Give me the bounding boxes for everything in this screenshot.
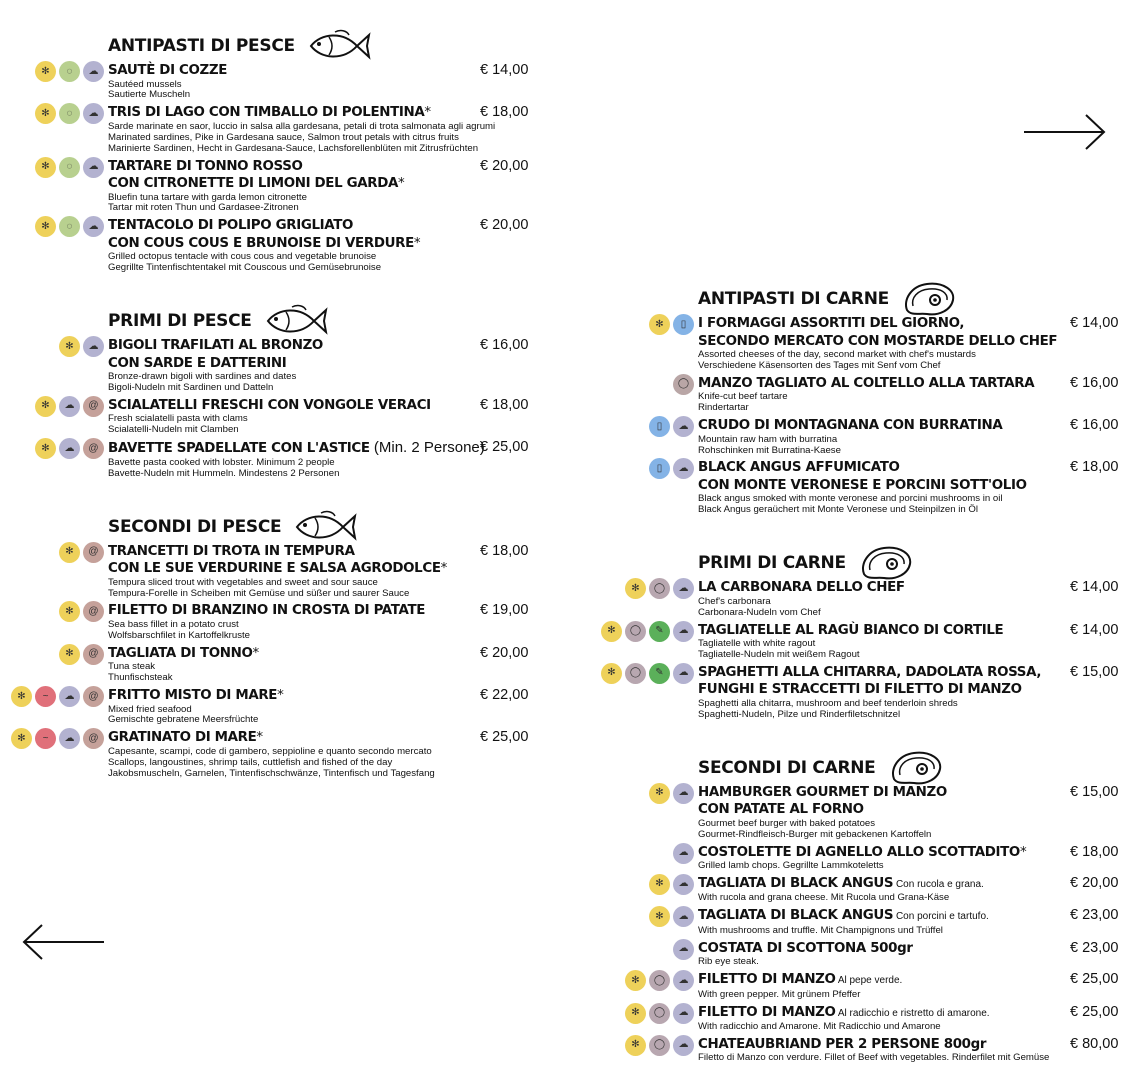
dish-title: TAGLIATA DI BLACK ANGUS: [698, 908, 894, 924]
dish-description: Tagliatelle with white ragout Tagliatelle-Nudeln mit weißem Ragout: [698, 638, 860, 660]
dish-description: Bronze-drawn bigoli with sardines and dates Bigoli-Nudeln mit Sardinen und Datteln: [108, 371, 297, 394]
lactose-icon: ◌: [59, 157, 80, 178]
cloud-icon: ☁: [83, 103, 104, 124]
section-title: ANTIPASTI DI PESCE: [108, 36, 295, 56]
wheat-icon: ✻: [649, 783, 670, 804]
cloud-icon: ☁: [673, 843, 694, 864]
menu-item: [678, 843, 1128, 872]
dish-price: € 25,00: [1070, 971, 1119, 988]
cloud-icon: ☁: [673, 874, 694, 895]
allergen-icons: [649, 458, 694, 479]
dish-name: [698, 622, 1128, 640]
wheat-icon: ✻: [649, 874, 670, 895]
section-title: ANTIPASTI DI CARNE: [698, 289, 889, 309]
dish-name: [698, 375, 1128, 393]
dish-description: Spaghetti alla chitarra, mushroom and beef tenderloin shreds Spaghetti-Nudeln, Pilze und Rinderfiletschnitzel: [698, 697, 958, 720]
dish-name: [108, 645, 538, 663]
allergen-icons: [11, 686, 104, 707]
menu-item: [678, 939, 1128, 968]
wheat-icon: ✻: [11, 686, 32, 707]
dish-price: € 20,00: [480, 217, 529, 234]
snail-icon: @: [83, 396, 104, 417]
milk-bottle-icon: ▯: [673, 314, 694, 335]
allergen-icons: [625, 1003, 694, 1024]
dish-description: Fresh scialatelli pasta with clams Scialatelli-Nudeln mit Clamben: [108, 413, 248, 436]
allergen-icons: [35, 157, 104, 178]
lactose-icon: ◌: [59, 103, 80, 124]
dish-title: COSTATA DI SCOTTONA 500gr: [698, 940, 913, 956]
menu-item: [41, 104, 538, 154]
dish-description: Tempura sliced trout with vegetables and sweet and sour sauce Tempura-Forelle in Scheiben mit Gemüse und süßer und saurer Sauce: [108, 576, 410, 599]
section-header: [108, 277, 538, 337]
allergen-icons: [35, 216, 104, 237]
menu-item: [677, 374, 1128, 414]
dish-name: [698, 1036, 1128, 1054]
dish-title: BIGOLI TRAFILATI AL BRONZO CON SARDE E DATTERINI: [108, 338, 323, 371]
asterisk: *: [256, 730, 263, 746]
snail-icon: @: [83, 542, 104, 563]
allergen-icons: [649, 874, 694, 895]
wheat-icon: ✻: [625, 578, 646, 599]
allergen-icons: [649, 783, 694, 804]
menu-item: [65, 542, 538, 600]
dish-description: Chef's carbonara Carbonara-Nudeln vom Chef: [698, 595, 821, 618]
dish-title: BAVETTE SPADELLATE CON L'ASTICE: [108, 441, 370, 457]
dish-price: € 15,00: [1070, 783, 1119, 800]
milk-bottle-icon: ▯: [649, 416, 670, 437]
allergen-icons: [35, 396, 104, 417]
dish-description: Sautéed mussels Sautierte Muscheln: [108, 78, 191, 101]
menu-item: [631, 1035, 1128, 1064]
shrimp-icon: ~: [35, 686, 56, 707]
wheat-icon: ✻: [35, 216, 56, 237]
snail-icon: @: [83, 438, 104, 459]
menu-item: [65, 644, 538, 684]
asterisk: *: [440, 561, 447, 577]
menu-item: [41, 62, 538, 101]
allergen-icons: [59, 644, 104, 665]
dish-description: Sea bass fillet in a potato crust Wolfsbarschfilet in Kartoffelkruste: [108, 618, 251, 641]
dish-price: € 23,00: [1070, 939, 1119, 956]
wheat-icon: ✻: [11, 728, 32, 749]
dish-description: Knife-cut beef tartare Rindertartar: [698, 391, 788, 414]
dish-name: [108, 687, 538, 705]
dish-title: HAMBURGER GOURMET DI MANZO CON PATATE AL FORNO: [698, 784, 947, 818]
dish-title: SCIALATELLI FRESCHI CON VONGOLE VERACI: [108, 397, 431, 413]
allergen-icons: [649, 416, 694, 437]
celery-icon: ✎: [649, 663, 670, 684]
dish-description: Grilled lamb chops. Gegrillte Lammkoteletts: [698, 860, 884, 871]
asterisk: *: [277, 688, 284, 704]
lactose-icon: ◌: [59, 61, 80, 82]
menu-item: [65, 337, 538, 394]
section-header: [108, 2, 538, 62]
cloud-icon: ☁: [83, 216, 104, 237]
dish-name: [698, 784, 1128, 819]
dish-title: FILETTO DI MANZO: [698, 1004, 836, 1020]
wheat-icon: ✻: [601, 663, 622, 684]
dish-description: Black angus smoked with monte veronese and porcini mushrooms in oil Black Angus geraüchert mit Monte Veronese und Steinpilzen in Öl: [698, 493, 1003, 516]
allergen-icons: [673, 843, 694, 864]
dish-title: CHATEAUBRIAND PER 2 PERSONE 800gr: [698, 1036, 987, 1052]
dish-description: Rib eye steak.: [698, 956, 759, 968]
egg-icon: ◯: [649, 578, 670, 599]
dish-name: [108, 158, 538, 193]
menu-item: [65, 602, 538, 641]
dish-note: Al pepe verde.: [835, 975, 903, 987]
cloud-icon: ☁: [673, 970, 694, 991]
cloud-icon: ☁: [673, 1003, 694, 1024]
allergen-icons: [59, 336, 104, 357]
menu-item: [655, 907, 1128, 936]
egg-icon: ◯: [649, 1003, 670, 1024]
dish-price: € 14,00: [480, 62, 529, 78]
menu-column-meat: [607, 255, 1128, 1067]
cloud-icon: ☁: [673, 939, 694, 960]
dish-price: € 22,00: [480, 687, 529, 704]
dish-description: With mushrooms and truffle. Mit Champignons und Trüffel: [698, 924, 943, 936]
dish-description: Bluefin tuna tartare with garda lemon citronette Tartar mit roten Thun und Gardasee-Zitronen: [108, 191, 307, 214]
wheat-icon: ✻: [625, 1003, 646, 1024]
dish-title: TRIS DI LAGO CON TIMBALLO DI POLENTINA: [108, 105, 425, 121]
dish-title: FRITTO MISTO DI MARE: [108, 688, 278, 704]
allergen-icons: [673, 939, 694, 960]
dish-note: (Min. 2 Persone): [369, 439, 485, 457]
cloud-icon: ☁: [673, 1035, 694, 1056]
wheat-icon: ✻: [35, 157, 56, 178]
allergen-icons: [601, 621, 694, 642]
egg-icon: ◯: [625, 621, 646, 642]
dish-price: € 14,00: [1070, 579, 1119, 596]
dish-price: € 18,00: [1070, 459, 1119, 476]
dish-name: [108, 397, 538, 415]
dish-note: Con rucola e grana.: [893, 878, 984, 890]
dish-name: [108, 62, 538, 80]
section-title: PRIMI DI PESCE: [108, 311, 252, 332]
cloud-icon: ☁: [673, 906, 694, 927]
allergen-icons: [673, 374, 694, 395]
dish-name: [698, 315, 1128, 350]
dish-name: [108, 104, 538, 122]
dish-name: [698, 844, 1128, 862]
menu-item: [655, 315, 1128, 372]
menu-item: [656, 459, 1128, 516]
wheat-icon: ✻: [625, 1035, 646, 1056]
asterisk: *: [424, 105, 431, 121]
dish-price: € 80,00: [1070, 1035, 1119, 1052]
dish-description: Mixed fried seafood Gemischte gebratene Meersfrüchte: [108, 703, 259, 726]
cloud-icon: ☁: [59, 686, 80, 707]
dish-price: € 25,00: [480, 729, 529, 746]
dish-price: € 20,00: [480, 644, 529, 661]
menu-item: [41, 157, 538, 215]
allergen-icons: [649, 314, 694, 335]
asterisk: *: [398, 176, 405, 192]
dish-name: [108, 439, 538, 458]
wheat-icon: ✻: [59, 644, 80, 665]
dish-title: SAUTÈ DI COZZE: [108, 63, 228, 78]
dish-title: FILETTO DI BRANZINO IN CROSTA DI PATATE: [108, 603, 426, 619]
allergen-icons: [11, 728, 104, 749]
section-header: [698, 255, 1128, 315]
allergen-icons: [35, 438, 104, 459]
dish-price: € 19,00: [480, 602, 529, 619]
dish-price: € 14,00: [1070, 621, 1119, 638]
dish-name: [108, 543, 538, 578]
dish-title: SPAGHETTI ALLA CHITARRA, DADOLATA ROSSA, FUNGHI E STRACCETTI DI FILETTO DI MANZO: [698, 664, 1042, 698]
dish-name: [698, 940, 1128, 958]
menu-item: [41, 396, 538, 436]
section-title: SECONDI DI PESCE: [108, 516, 282, 537]
dish-price: € 16,00: [480, 337, 529, 354]
dish-name: [698, 1004, 1128, 1023]
wheat-icon: ✻: [59, 542, 80, 563]
allergen-icons: [649, 906, 694, 927]
section-header: [698, 519, 1128, 579]
dish-price: € 16,00: [1070, 374, 1119, 391]
menu-item: [655, 783, 1128, 841]
menu-item: [631, 971, 1128, 1000]
shrimp-icon: ~: [35, 728, 56, 749]
wheat-icon: ✻: [35, 61, 56, 82]
dish-description: Grilled octopus tentacle with cous cous and vegetable brunoise Gegrillte Tintenfischtentakel mit Couscous und Gemüsebrunoise: [108, 251, 382, 274]
dish-title: BLACK ANGUS AFFUMICATO CON MONTE VERONESE E PORCINI SOTT'OLIO: [698, 460, 1027, 493]
snail-icon: @: [83, 644, 104, 665]
wheat-icon: ✻: [35, 438, 56, 459]
egg-icon: ◯: [649, 970, 670, 991]
dish-title: COSTOLETTE DI AGNELLO ALLO SCOTTADITO: [698, 844, 1020, 860]
wheat-icon: ✻: [59, 336, 80, 357]
dish-description: Assorted cheeses of the day, second market with chef's mustards Verschiedene Käsensorten des Tages mit Senf vom Chef: [698, 349, 976, 371]
dish-name: [698, 907, 1128, 926]
cloud-icon: ☁: [59, 728, 80, 749]
dish-name: [108, 729, 538, 747]
section-title: PRIMI DI CARNE: [698, 553, 846, 574]
allergen-icons: [35, 103, 104, 124]
dish-price: € 16,00: [1070, 417, 1119, 434]
cloud-icon: ☁: [673, 458, 694, 479]
cloud-icon: ☁: [673, 663, 694, 684]
dish-note: Con porcini e tartufo.: [893, 911, 989, 923]
dish-price: € 25,00: [1070, 1003, 1119, 1020]
dish-description: With radicchio and Amarone. Mit Radicchio und Amarone: [698, 1021, 941, 1033]
cloud-icon: ☁: [673, 416, 694, 437]
menu-item: [41, 439, 538, 479]
menu-item: [17, 687, 538, 726]
cloud-icon: ☁: [59, 396, 80, 417]
asterisk: *: [413, 235, 421, 251]
dish-title: GRATINATO DI MARE: [108, 730, 257, 746]
dish-description: Sarde marinate en saor, luccio in salsa alla gardesana, petali di trota salmonata agli agrumi Marinated sardines, Pike in Gardesana sauce, Salmon trout petals with citrus fruits Marinierte Sardinen, Hecht in Gardesana-Sauce, Lachsforellenblüten mit Zitrusfrüchten: [108, 120, 496, 154]
wheat-icon: ✻: [625, 970, 646, 991]
dish-price: € 25,00: [480, 439, 529, 456]
dish-name: [108, 337, 538, 372]
menu-item: [631, 1003, 1128, 1033]
menu-item: [41, 217, 538, 274]
dish-description: Capesante, scampi, code di gambero, seppioline e quanto secondo mercato Scallops, langoustines, shrimp tails, cuttlefish and fished of the day Jakobsmuscheln, Garnelen, Tintenfischschwänze, Tintenfisch und Tagesfang: [108, 745, 435, 779]
wheat-icon: ✻: [649, 906, 670, 927]
milk-bottle-icon: ▯: [649, 458, 670, 479]
dish-title: TAGLIATA DI TONNO: [108, 645, 253, 661]
wheat-icon: ✻: [649, 314, 670, 335]
dish-description: Bavette pasta cooked with lobster. Minimum 2 people Bavette-Nudeln mit Hummeln. Mindestens 2 Personen: [108, 456, 340, 479]
allergen-icons: [59, 542, 104, 563]
celery-icon: ✎: [649, 621, 670, 642]
dish-title: TRANCETTI DI TROTA IN TEMPURA CON LE SUE VERDURINE E SALSA AGRODOLCE: [108, 543, 441, 577]
dish-price: € 18,00: [1070, 843, 1119, 860]
dish-price: € 18,00: [480, 104, 529, 121]
dish-title: MANZO TAGLIATO AL COLTELLO ALLA TARTARA: [698, 375, 1035, 391]
dish-name: [698, 664, 1128, 699]
arrow-left-icon[interactable]: [20, 923, 106, 961]
dish-title: TENTACOLO DI POLIPO GRIGLIATO CON COUS COUS E BRUNOISE DI VERDURE: [108, 218, 414, 251]
menu-item: [631, 579, 1128, 618]
cloud-icon: ☁: [83, 336, 104, 357]
wheat-icon: ✻: [59, 601, 80, 622]
dish-name: [698, 459, 1128, 494]
cloud-icon: ☁: [83, 157, 104, 178]
dish-name: [698, 579, 1128, 597]
dish-title: LA CARBONARA DELLO CHEF: [698, 580, 905, 596]
dish-name: [698, 971, 1128, 990]
dish-price: € 15,00: [1070, 663, 1119, 680]
dish-price: € 18,00: [480, 396, 529, 413]
allergen-icons: [601, 663, 694, 684]
allergen-icons: [625, 970, 694, 991]
dish-price: € 20,00: [1070, 874, 1119, 891]
allergen-icons: [35, 61, 104, 82]
dish-description: Mountain raw ham with burratina Rohschinken mit Burratina-Kaese: [698, 433, 841, 456]
snail-icon: @: [83, 728, 104, 749]
wheat-icon: ✻: [601, 621, 622, 642]
cloud-icon: ☁: [83, 61, 104, 82]
dish-description: Gourmet beef burger with baked potatoes Gourmet-Rindfleisch-Burger mit gebackenen Kartoffeln: [698, 817, 932, 840]
menu-item: [656, 417, 1128, 456]
dish-name: [108, 217, 538, 252]
asterisk: *: [252, 645, 259, 661]
dish-description: With green pepper. Mit grünem Pfeffer: [698, 988, 861, 1000]
dish-note: Al radicchio e ristretto di amarone.: [835, 1007, 990, 1019]
cloud-icon: ☁: [673, 578, 694, 599]
dish-description: With rucola and grana cheese. Mit Rucola und Grana-Käse: [698, 892, 950, 904]
dish-name: [108, 602, 538, 620]
snail-icon: @: [83, 686, 104, 707]
snail-icon: @: [83, 601, 104, 622]
dish-description: Tuna steak Thunfischsteak: [108, 661, 173, 684]
wheat-icon: ✻: [35, 396, 56, 417]
allergen-icons: [625, 1035, 694, 1056]
wheat-icon: ✻: [35, 103, 56, 124]
section-header: [698, 724, 1128, 784]
dish-title: TAGLIATA DI BLACK ANGUS: [698, 875, 894, 891]
dish-price: € 18,00: [480, 542, 529, 559]
dish-title: I FORMAGGI ASSORTITI DEL GIORNO, SECONDO MERCATO CON MOSTARDE DELLO CHEF: [698, 316, 1058, 349]
dish-name: [698, 417, 1128, 435]
menu-item: [607, 621, 1128, 661]
menu-item: [655, 874, 1128, 904]
cloud-icon: ☁: [59, 438, 80, 459]
menu-column-fish: [17, 2, 538, 783]
section-header: [108, 483, 538, 543]
allergen-icons: [625, 578, 694, 599]
cloud-icon: ☁: [673, 621, 694, 642]
dish-title: TAGLIATELLE AL RAGÙ BIANCO DI CORTILE: [698, 622, 1004, 638]
dish-name: [698, 875, 1128, 894]
menu-item: [607, 663, 1128, 721]
menu-item: [17, 729, 538, 779]
section-title: SECONDI DI CARNE: [698, 757, 876, 778]
lactose-icon: ◌: [59, 216, 80, 237]
allergen-icons: [59, 601, 104, 622]
dish-price: € 23,00: [1070, 907, 1119, 924]
asterisk: *: [1019, 844, 1027, 860]
dish-title: CRUDO DI MONTAGNANA CON BURRATINA: [698, 418, 1003, 434]
cloud-icon: ☁: [673, 783, 694, 804]
dish-title: TARTARE DI TONNO ROSSO CON CITRONETTE DI LIMONI DEL GARDA: [108, 158, 398, 192]
egg-icon: ◯: [673, 374, 694, 395]
egg-icon: ◯: [649, 1035, 670, 1056]
arrow-right-icon[interactable]: [1022, 113, 1108, 151]
dish-price: € 20,00: [480, 157, 529, 174]
dish-description: Filetto di Manzo con verdure. Fillet of Beef with vegetables. Rinderfilet mit Gemüse: [698, 1052, 1050, 1064]
egg-icon: ◯: [625, 663, 646, 684]
dish-title: FILETTO DI MANZO: [698, 972, 836, 988]
dish-price: € 14,00: [1070, 315, 1119, 331]
